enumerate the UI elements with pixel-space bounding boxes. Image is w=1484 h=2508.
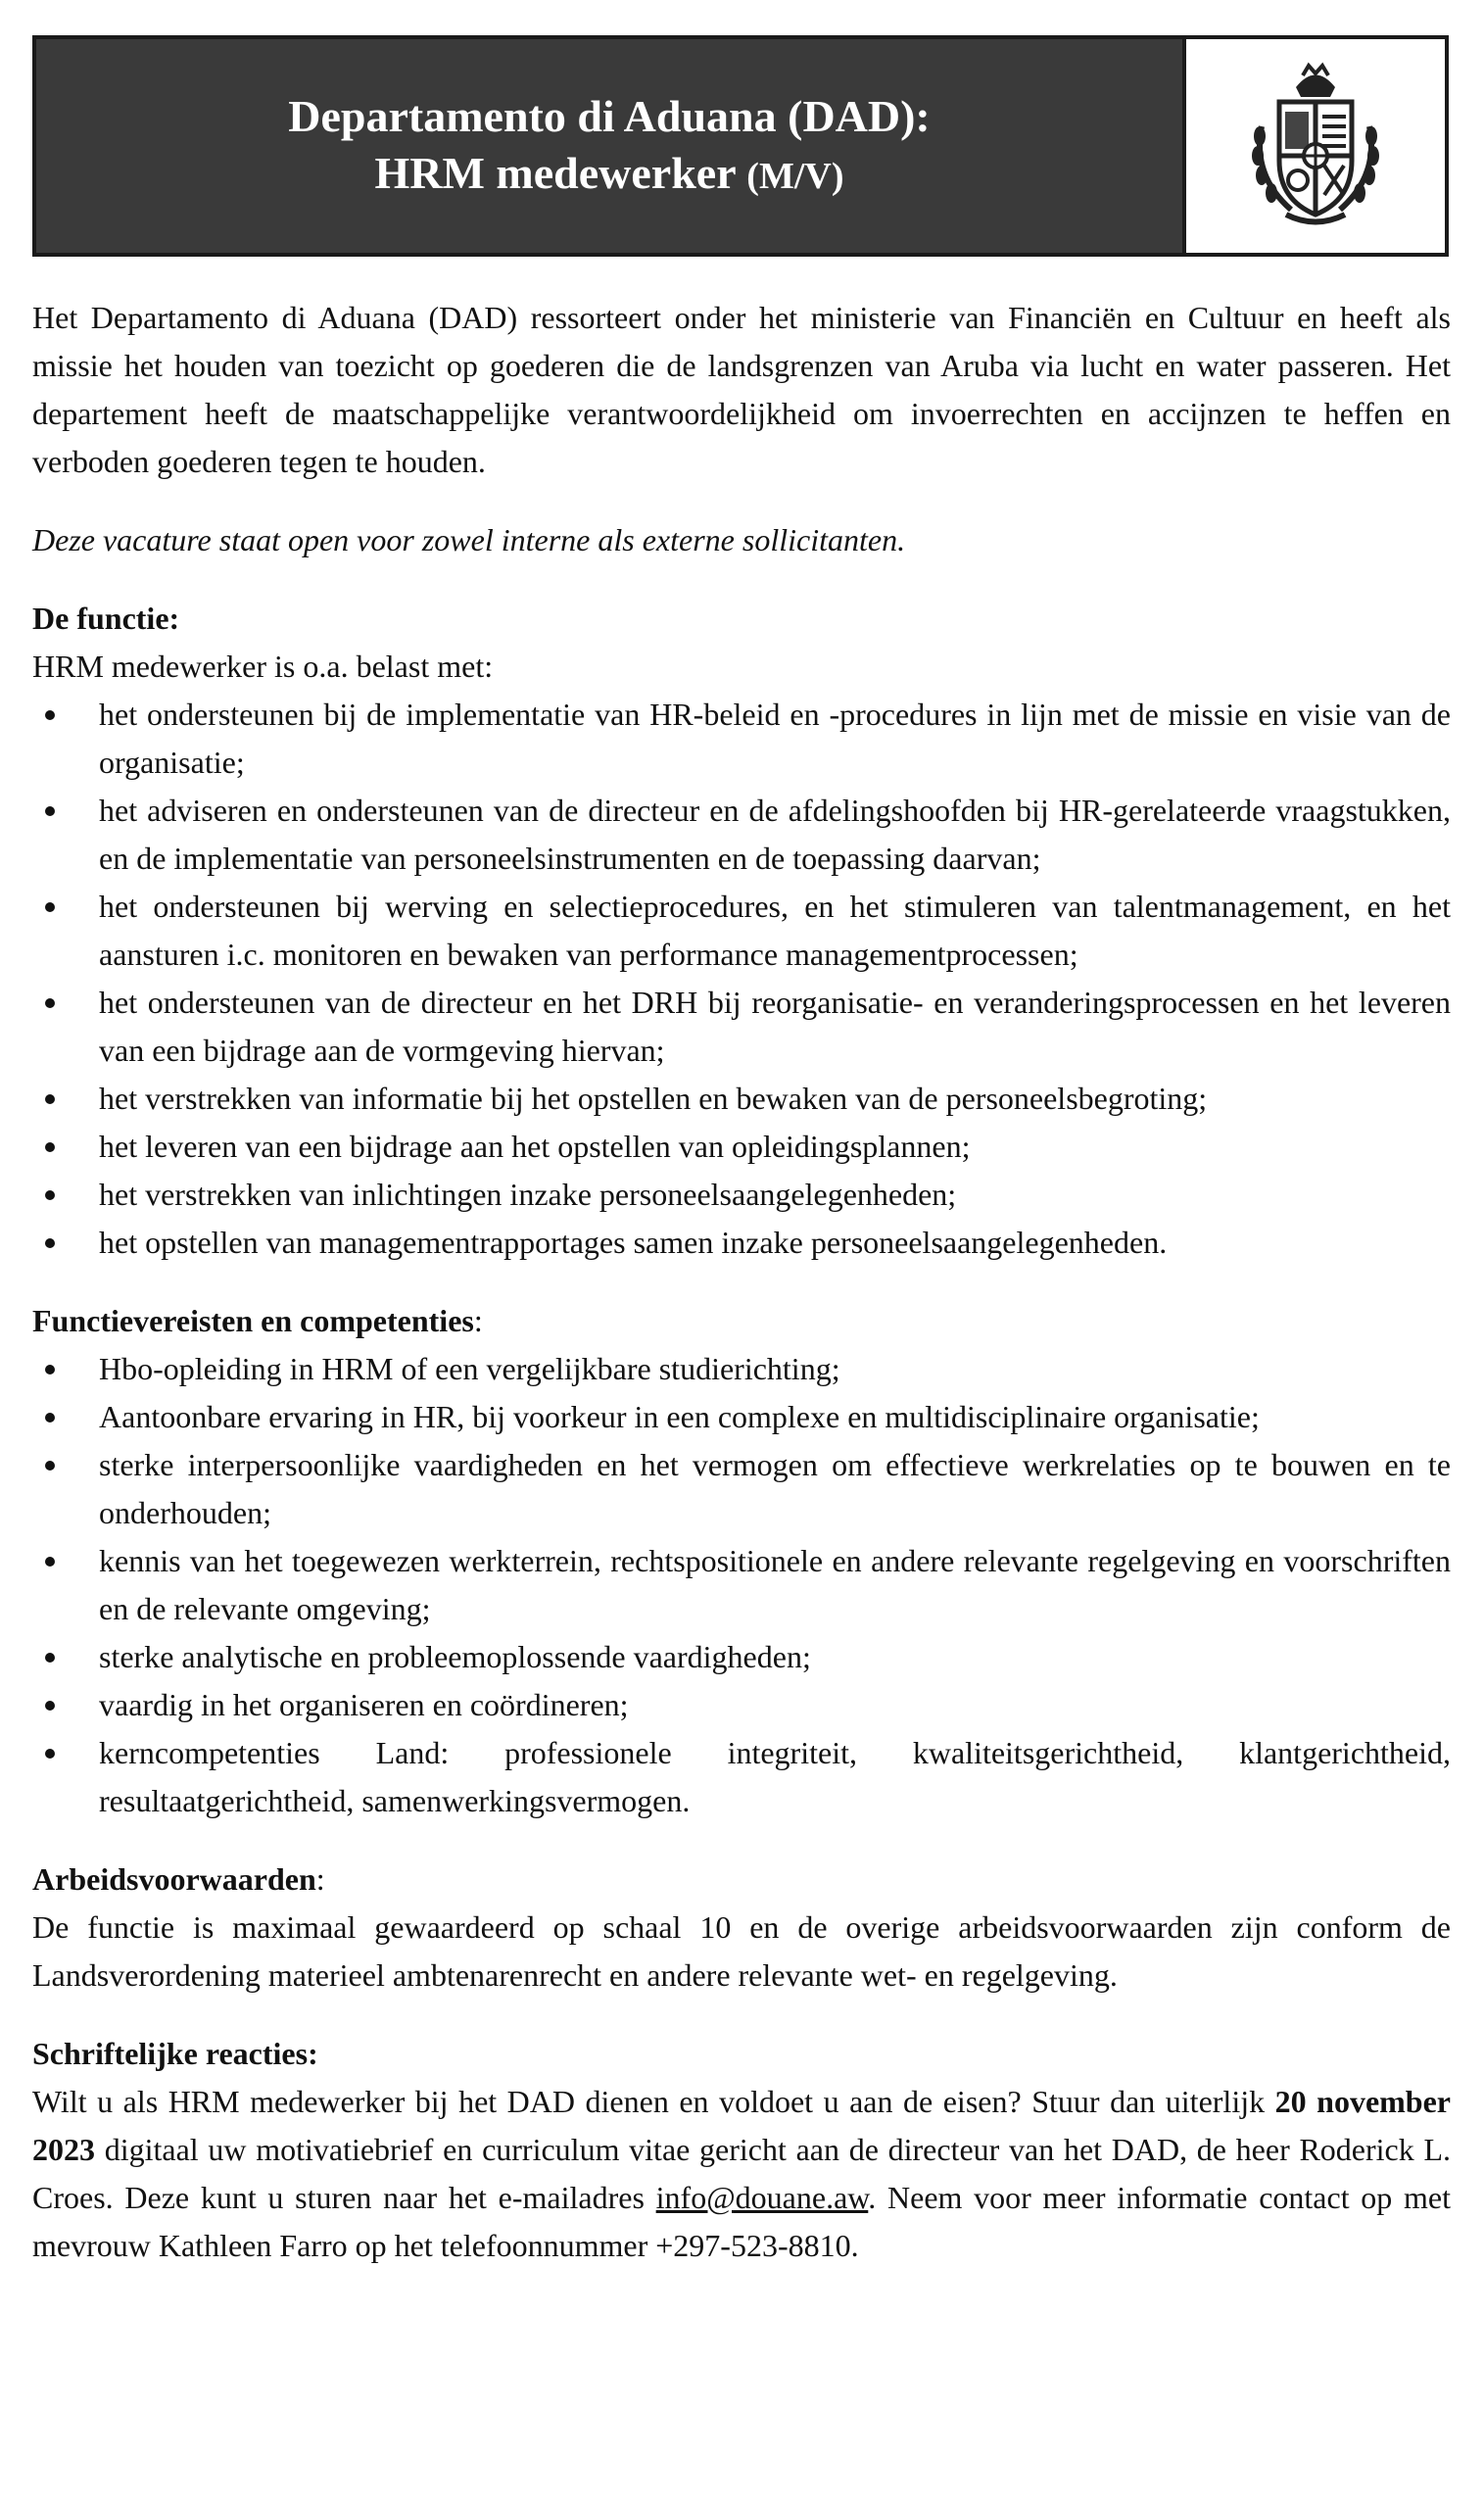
list-item: het verstrekken van inlichtingen inzake personeelsaangelegenheden;: [32, 1171, 1451, 1219]
list-item: kennis van het toegewezen werkterrein, rechtspositionele en andere relevante regelgeving en voorschriften en de relevante omgeving;: [32, 1537, 1451, 1633]
job-title: HRM medewerker: [374, 147, 736, 198]
conditions-section: [32, 1856, 1451, 2000]
title-line-2: [375, 145, 844, 205]
responses-text-b: digitaal uw motivatiebrief en curriculum vitae gericht aan de directeur van het DAD, de heer Roderick L. Croes. Deze kunt u sturen naar het e-mailadres: [32, 2132, 1451, 2215]
list-item: het ondersteunen van de directeur en het DRH bij reorganisatie- en veranderingsprocessen en het leveren van een bijdrage aan de vormgeving hiervan;: [32, 979, 1451, 1075]
list-item: het verstrekken van informatie bij het opstellen en bewaken van de personeelsbegroting;: [32, 1075, 1451, 1123]
conditions-heading-text: Arbeidsvoorwaarden: [32, 1861, 316, 1897]
application-deadline: 20 november 2023: [32, 2084, 1452, 2167]
function-list: [32, 691, 1451, 1267]
conditions-heading-colon: :: [315, 1861, 325, 1897]
gender-suffix: (M/V): [746, 155, 844, 197]
email-link[interactable]: info@douane.aw: [655, 2180, 869, 2215]
title-line-1: Departamento di Aduana (DAD):: [288, 90, 931, 141]
requirements-heading-colon: :: [473, 1303, 483, 1338]
section-spacer: [32, 1825, 1451, 1856]
list-item: Hbo-opleiding in HRM of een vergelijkbare studierichting;: [32, 1345, 1451, 1393]
function-section: [32, 595, 1451, 1267]
responses-text-c: . Neem voor meer informatie contact op met mevrouw Kathleen Farro op het telefoonnummer +297-523-8810.: [32, 2180, 1452, 2263]
list-item: sterke analytische en probleemoplossende vaardigheden;: [32, 1633, 1451, 1681]
list-item: kerncompetenties Land: professionele integriteit, kwaliteitsgerichtheid, klantgerichtheid, resultaatgerichtheid, samenwerkingsvermogen.: [32, 1729, 1451, 1825]
conditions-heading: [32, 1856, 1451, 1904]
function-heading: De functie:: [32, 601, 180, 636]
section-spacer: [32, 2000, 1451, 2030]
responses-text-a: Wilt u als HRM medewerker bij het DAD dienen en voldoet u aan de eisen? Stuur dan uiterlijk: [32, 2084, 1275, 2119]
list-item: Aantoonbare ervaring in HR, bij voorkeur in een complexe en multidisciplinaire organisatie;: [32, 1393, 1451, 1441]
vacancy-body: [32, 294, 1451, 2270]
list-item: het leveren van een bijdrage aan het opstellen van opleidingsplannen;: [32, 1123, 1451, 1171]
intro-paragraph: Het Departamento di Aduana (DAD) ressorteert onder het ministerie van Financiën en Cultuur en heeft als missie het houden van toezicht op goederen die de landsgrenzen van Aruba via lucht en water passeren. Het departement heeft de maatschappelijke verantwoordelijkheid om invoerrechten en accijnzen te heffen en verboden goederen tegen te houden.: [32, 300, 1451, 479]
list-item: het ondersteunen bij werving en selectieprocedures, en het stimuleren van talentmanagement, en het aansturen i.c. monitoren en bewaken van performance managementprocessen;: [32, 883, 1451, 979]
page-title: [36, 39, 1182, 253]
list-item: het adviseren en ondersteunen van de directeur en de afdelingshoofden bij HR-gerelateerde vraagstukken, en de implementatie van personeelsinstrumenten en de toepassing daarvan;: [32, 787, 1451, 883]
logo-box: [1182, 39, 1445, 253]
header-banner: [32, 35, 1449, 257]
responses-heading: Schriftelijke reacties:: [32, 2036, 318, 2071]
requirements-list: [32, 1345, 1451, 1825]
function-lead: HRM medewerker is o.a. belast met:: [32, 649, 494, 684]
list-item: het ondersteunen bij de implementatie van HR-beleid en -procedures in lijn met de missie en visie van de organisatie;: [32, 691, 1451, 787]
list-item: het opstellen van managementrapportages samen inzake personeelsaangelegenheden.: [32, 1219, 1451, 1267]
vacancy-notice: Deze vacature staat open voor zowel interne als externe sollicitanten.: [32, 522, 906, 557]
list-item: vaardig in het organiseren en coördineren;: [32, 1681, 1451, 1729]
responses-section: [32, 2030, 1451, 2270]
requirements-heading-text: Functievereisten en competenties: [32, 1303, 474, 1338]
requirements-section: [32, 1297, 1451, 1825]
conditions-text: De functie is maximaal gewaardeerd op schaal 10 en de overige arbeidsvoorwaarden zijn conform de Landsverordening materieel ambtenarenrecht en andere relevante wet- en regelgeving.: [32, 1909, 1451, 1993]
list-item: sterke interpersoonlijke vaardigheden en het vermogen om effectieve werkrelaties op te bouwen en te onderhouden;: [32, 1441, 1451, 1537]
requirements-heading: [32, 1297, 1451, 1345]
section-spacer: [32, 1267, 1451, 1297]
responses-text: [32, 2078, 1451, 2270]
coat-of-arms-icon: [1242, 58, 1389, 234]
